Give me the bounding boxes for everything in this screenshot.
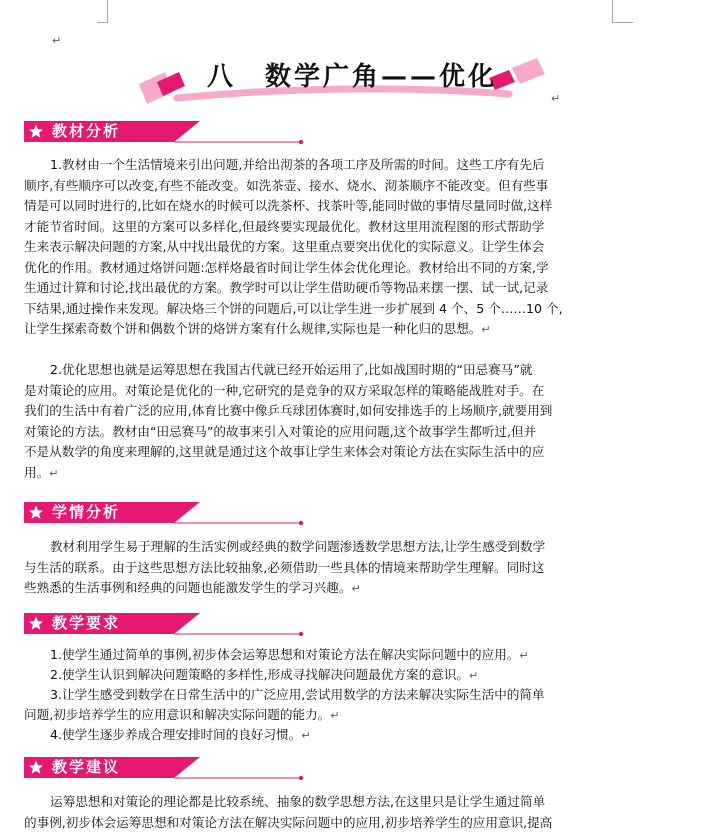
text-line: 与生活的联系。由于这些思想方法比较抽象,必须借助一些具体的情境来帮助学生理解。同时这 xyxy=(24,559,545,575)
paragraph-mark: ↵ xyxy=(330,709,340,722)
text-line: 不是从数学的角度来理解的,这里就是通过这个故事让学生来体会对策论方法在实际生活中的应 xyxy=(24,444,545,459)
paragraph-mark: ↵ xyxy=(52,34,62,47)
paragraph-mark: ↵ xyxy=(49,466,59,480)
text-line-content: 些熟悉的生活事例和经典的问题也能激发学生的学习兴趣。 xyxy=(24,580,352,595)
section-heading-text: 教学建议 xyxy=(52,758,121,776)
requirement-item xyxy=(24,685,640,706)
text-line: 是对策论的应用。对策论是优化的一种,它研究的是竞争的双方采取怎样的策略能战胜对手。在 xyxy=(24,382,545,398)
page-corner-guide-left xyxy=(97,0,108,23)
text-line: 生通过计算和讨论,找出最优的方案。教学时可以让学生借助硬币等物品来摆一摆、试一试,记录 xyxy=(24,280,549,295)
text-line: 下结果,通过操作来发现。解决烙三个饼的问题后,可以让学生进一步扩展到 4 个、5 个……10 个, xyxy=(24,300,563,316)
paragraph-mark: ↵ xyxy=(481,323,491,336)
text-line: 对策论的方法。教材由“田忌赛马”的故事来引入对策论的应用问题,这个故事学生都听过,但并 xyxy=(24,423,537,439)
text-line xyxy=(24,319,604,341)
requirement-text: 1.使学生通过简单的事例,初步体会运筹思想和对策论方法在解决实际问题中的应用。 xyxy=(50,647,520,662)
text-line: 1.教材由一个生活情境来引出问题,并给出沏茶的各项工序及所需的时间。这些工序有先后 xyxy=(50,157,545,172)
text-line: 情是可以同时进行的,比如在烧水的时候可以洗茶杯、找茶叶等,能同时做的事情尽量同时做,这样 xyxy=(24,198,553,213)
paragraph-mark: ↵ xyxy=(301,729,311,742)
analysis-paragraph-2 xyxy=(24,360,604,484)
text-line: 教材利用学生易于理解的生活实例或经典的数学问题渗透数学思想方法,让学生感受到数学 xyxy=(50,539,546,554)
requirement-item-continued xyxy=(24,705,614,727)
section-heading-text: 教学要求 xyxy=(52,614,121,632)
section-heading-teaching-suggestions xyxy=(24,756,304,780)
requirement-text: 3.让学生感受到数学在日常生活中的广泛应用,尝试用数学的方法来解决实际生活中的简单 xyxy=(50,687,545,702)
section-heading-learning-analysis xyxy=(24,501,304,525)
text-line: 才能节省时间。这里的方案可以多样化,但最终要实现最优化。教材这里用流程图的形式帮助学 xyxy=(24,218,545,234)
paragraph-mark: ↵ xyxy=(519,649,529,662)
section-heading-text: 教材分析 xyxy=(52,122,121,140)
text-line: 运筹思想和对策论的理论都是比较系统、抽象的数学思想方法,在这里只是让学生通过简单 xyxy=(50,794,546,809)
requirement-text: 4.使学生逐步养成合理安排时间的良好习惯。 xyxy=(50,727,302,742)
text-line: 2.优化思想也就是运筹思想在我国古代就已经开始运用了,比如战国时期的“田忌赛马”就 xyxy=(50,362,533,377)
requirement-text: 2.使学生认识到解决问题策略的多样性,形成寻找解决问题最优方案的意识。 xyxy=(50,667,470,682)
section-heading-text: 学情分析 xyxy=(52,503,121,521)
text-line-content: 让学生探索奇数个饼和偶数个饼的烙饼方案有什么规律,实际也是一种化归的思想。 xyxy=(24,321,482,336)
text-line: 生来表示解决问题的方案,从中找出最优的方案。这里重点要突出优化的实际意义。让学生体会 xyxy=(24,239,545,254)
page-corner-guide-right xyxy=(612,0,633,23)
text-line xyxy=(24,578,604,600)
paragraph-mark: ↵ xyxy=(469,669,479,682)
section-heading-textbook-analysis xyxy=(24,120,304,144)
text-line: 的事例,初步体会运筹思想和对策论方法在解决实际问题中的应用,初步培养学生的应用意识,提高 xyxy=(24,814,553,830)
page-title: 八 数学广角——优化 xyxy=(206,62,497,92)
chapter-title-banner xyxy=(137,52,561,108)
requirement-item xyxy=(24,725,640,747)
paragraph-mark: ↵ xyxy=(351,582,361,595)
paragraph-mark: ↵ xyxy=(551,92,561,105)
text-line: 我们的生活中有着广泛的应用,体育比赛中像乒乓球团体赛时,如何安排选手的上场顺序,就要用到 xyxy=(24,403,553,418)
text-line xyxy=(24,463,604,485)
requirement-text: 问题,初步培养学生的应用意识和解决实际问题的能力。 xyxy=(24,707,331,722)
requirement-item xyxy=(24,645,640,667)
text-line-content: 用。 xyxy=(24,464,50,480)
text-line: 优化的作用。教材通过烙饼问题:怎样烙最省时间让学生体会优化理论。教材给出不同的方案,学 xyxy=(24,259,549,275)
analysis-paragraph-1 xyxy=(24,155,604,341)
section-heading-teaching-requirements xyxy=(24,612,304,636)
learning-paragraph-1 xyxy=(24,537,604,600)
text-line: 顺序,有些顺序可以改变,有些不能改变。如洗茶壶、接水、烧水、沏茶顺序不能改变。但有些事 xyxy=(24,177,549,193)
requirement-item xyxy=(24,665,640,687)
suggestions-paragraph-1 xyxy=(24,792,604,833)
